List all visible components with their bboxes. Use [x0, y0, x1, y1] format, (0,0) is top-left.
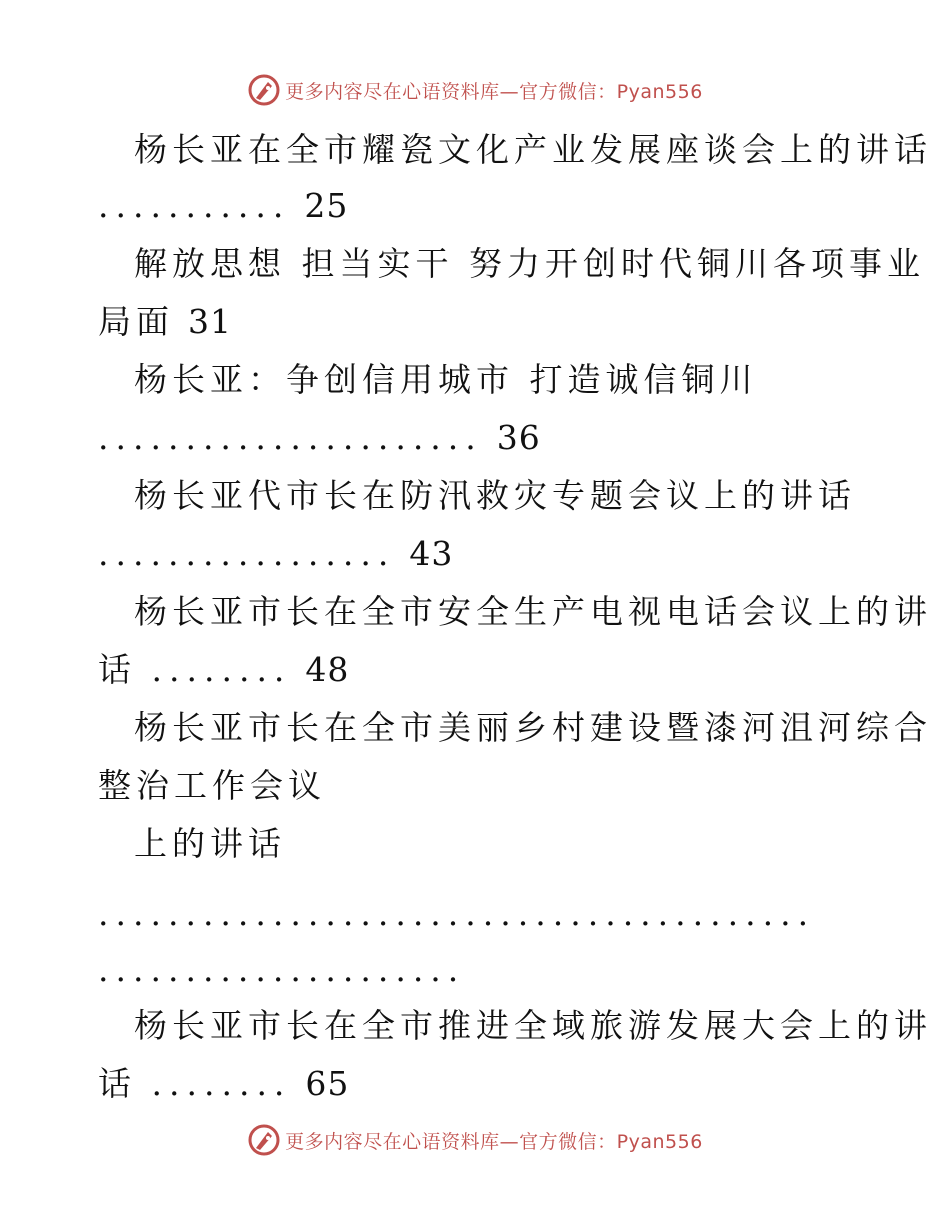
dot-leader: ........ [151, 650, 292, 689]
pen-nib-logo-icon [247, 1123, 281, 1157]
page-number[interactable]: 36 [496, 418, 541, 457]
dot-leader: ................. [98, 534, 396, 573]
toc-entry-title[interactable]: 杨长亚市长在全市美丽乡村建设暨漆河沮河综合 [134, 708, 932, 747]
header-banner [0, 70, 950, 110]
toc-entry-continuation-2[interactable]: 上的讲话 [134, 824, 286, 863]
toc-entry-title[interactable]: 杨长亚市长在全市安全生产电视电话会议上的讲 [134, 592, 932, 631]
toc-entry-title[interactable]: 杨长亚市长在全市推进全域旅游发展大会上的讲 [134, 1006, 932, 1045]
dot-leader: ..................... [98, 950, 466, 989]
toc-entry-leader-row [98, 186, 858, 226]
footer-banner [0, 1120, 950, 1160]
page-number[interactable]: 65 [305, 1064, 350, 1103]
toc-entry-title[interactable]: 解放思想 担当实干 努力开创时代铜川各项事业 [134, 244, 925, 283]
dot-leader: ........ [151, 1064, 292, 1103]
banner-text: 更多内容尽在心语资料库—官方微信：Pyan556 [285, 80, 703, 103]
banner-text: 更多内容尽在心语资料库—官方微信：Pyan556 [285, 1130, 703, 1153]
toc-entry-title[interactable]: 杨长亚在全市耀瓷文化产业发展座谈会上的讲话 [134, 130, 932, 169]
dot-leader: ........... [98, 186, 291, 225]
toc-entry-leader-row [98, 1064, 858, 1104]
toc-entry-leader-row [98, 418, 858, 458]
toc-entry-continuation[interactable]: 整治工作会议 [98, 766, 326, 805]
toc-entry-continuation[interactable]: 局面 [98, 302, 174, 341]
toc-entry-continuation[interactable]: 话 [98, 1064, 136, 1103]
toc-entry-continuation[interactable]: 话 [98, 650, 136, 689]
toc-entry-title[interactable]: 杨长亚：争创信用城市 打造诚信铜川 [134, 360, 758, 399]
toc-entry-title[interactable]: 杨长亚代市长在防汛救灾专题会议上的讲话 [134, 476, 856, 515]
dot-leader: ......................................... [98, 894, 816, 933]
page-number[interactable]: 31 [188, 302, 232, 341]
page-number[interactable]: 25 [304, 186, 349, 225]
dot-leader: ...................... [98, 418, 483, 457]
page-number[interactable]: 43 [409, 534, 454, 573]
page-number[interactable]: 48 [305, 650, 350, 689]
toc-entry-leader-row [98, 302, 858, 342]
toc-entry-leader-row [98, 534, 858, 574]
toc-entry-leader-row [98, 650, 858, 690]
pen-nib-logo-icon [247, 73, 281, 107]
